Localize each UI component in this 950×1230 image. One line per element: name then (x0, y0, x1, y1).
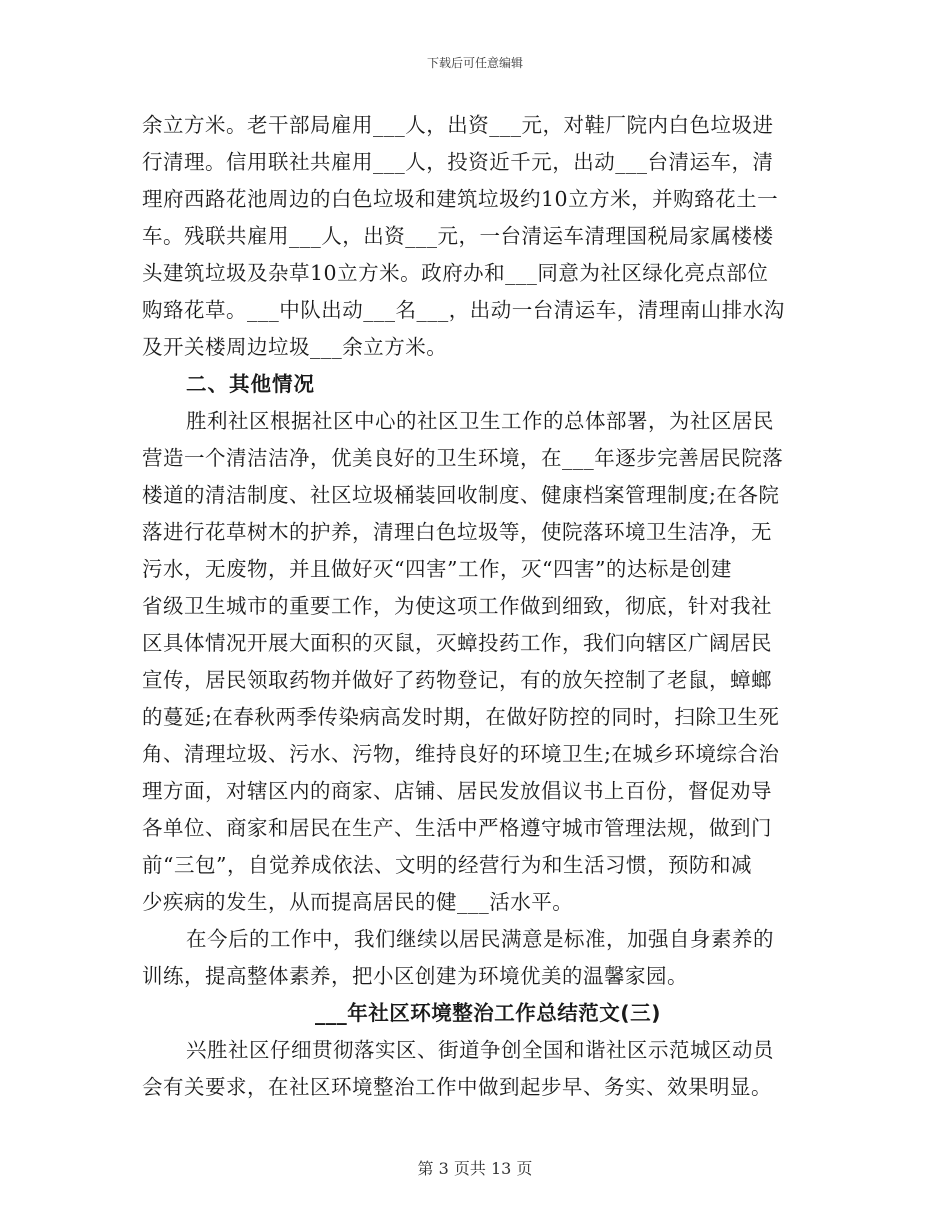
text-line: 余立方米。老干部局雇用___人，出资___元，对鞋厂院内白色垃圾进 (142, 113, 774, 137)
text-line: 的蔓延;在春秋两季传染病高发时期，在做好防控的同时，扫除卫生死 (142, 705, 780, 729)
paragraph-3 (142, 921, 810, 995)
text-line: 购臵花草。___中队出动___名___，出动一台清运车，清理南山排水沟 (142, 298, 785, 322)
page-header: 下载后可任意编辑 (426, 56, 523, 70)
text-line: 理方面，对辖区内的商家、店铺、居民发放倡议书上百份，督促劝导 (142, 779, 772, 803)
paragraph-1 (142, 107, 810, 366)
document-body (142, 107, 810, 1106)
text-line: 会有关要求，在社区环境整治工作中做到起步早、务实、效果明显。 (142, 1075, 772, 1099)
paragraph-2 (142, 403, 810, 921)
document-title: ___年社区环境整治工作总结范文(三) (315, 1001, 661, 1025)
text-line: 楼道的清洁制度、社区垃圾桶装回收制度、健康档案管理制度;在各院 (142, 483, 780, 507)
text-line: 角、清理垃圾、污水、污物，维持良好的环境卫生;在城乡环境综合治 (142, 742, 780, 766)
page-number-footer: 第 3 页共 13 页 (417, 1159, 533, 1178)
text-line: 落进行花草树木的护养，清理白色垃圾等，使院落环境卫生洁净，无 (142, 520, 772, 544)
text-line: 及开关楼周边垃圾___余立方米。 (142, 335, 448, 359)
text-line: 训练，提高整体素养，把小区创建为环境优美的温馨家园。 (142, 964, 688, 988)
text-line: 各单位、商家和居民在生产、生活中严格遵守城市管理法规，做到门 (142, 816, 772, 840)
text-line: 车。残联共雇用___人，出资___元，一台清运车清理国税局家属楼楼 (142, 224, 774, 248)
text-line: 在今后的工作中，我们继续以居民满意是标准，加强自身素养的 (186, 927, 774, 951)
text-line: 污水，无废物，并且做好灭“四害”工作，灭“四害”的达标是创建 (142, 557, 732, 581)
text-line: 头建筑垃圾及杂草10立方米。政府办和___同意为社区绿化亮点部位 (142, 261, 769, 285)
text-line: 区具体情况开展大面积的灭鼠，灭蟑投药工作，我们向辖区广阔居民 (142, 631, 772, 655)
text-line: 少疾病的发生，从而提高居民的健___活水平。 (142, 890, 574, 914)
section-heading: 二、其他情况 (186, 372, 315, 396)
paragraph-4 (142, 1032, 810, 1106)
text-line: 营造一个清洁洁净，优美良好的卫生环境，在___年逐步完善居民院落 (142, 446, 784, 470)
text-line: 省级卫生城市的重要工作，为使这项工作做到细致，彻底，针对我社 (142, 594, 772, 618)
text-line: 兴胜社区仔细贯彻落实区、街道争创全国和谐社区示范城区动员 (186, 1038, 774, 1062)
text-line: 理府西路花池周边的白色垃圾和建筑垃圾约10立方米，并购臵花土一 (142, 187, 779, 211)
text-line: 宣传，居民领取药物并做好了药物登记，有的放矢控制了老鼠，蟑螂 (142, 668, 772, 692)
text-line: 前“三包”，自觉养成依法、文明的经营行为和生活习惯，预防和减 (142, 853, 752, 877)
text-line: 行清理。信用联社共雇用___人，投资近千元，出动___台清运车，清 (142, 150, 774, 174)
text-line: 胜利社区根据社区中心的社区卫生工作的总体部署，为社区居民 (186, 409, 774, 433)
